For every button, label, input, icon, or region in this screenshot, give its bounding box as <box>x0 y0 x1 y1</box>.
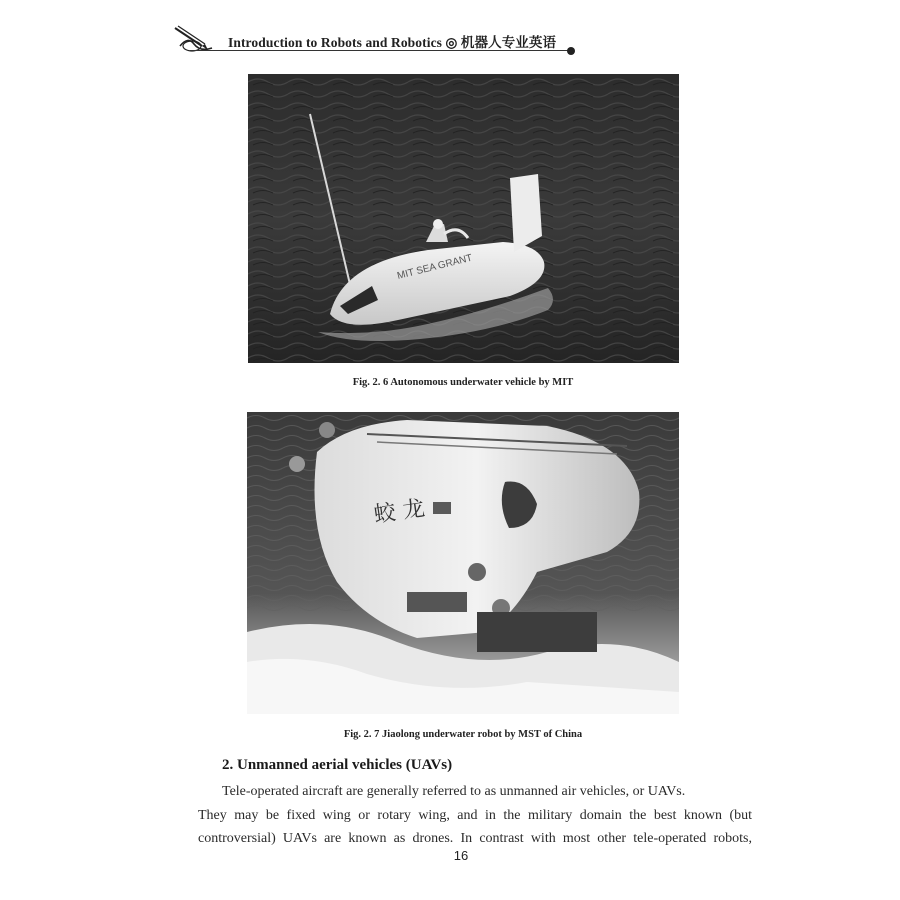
paragraph-line: They may be fixed wing or rotary wing, and in the military domain the best known (but <box>198 808 752 823</box>
header-rule <box>190 50 570 51</box>
auv-hull-label: MIT SEA GRANT <box>396 252 474 282</box>
paragraph-line: controversial) UAVs are known as drones. In contrast with most other tele-operated robots, <box>198 831 752 846</box>
header-rule-dot <box>567 47 575 55</box>
section-heading: 2. Unmanned aerial vehicles (UAVs) <box>222 757 453 773</box>
figure-2-6-caption: Fig. 2. 6 Autonomous underwater vehicle by MIT <box>352 377 574 388</box>
figure-2-7-caption: Fig. 2. 7 Jiaolong underwater robot by MST of China <box>343 729 583 740</box>
figure-2-6-photo <box>248 74 679 363</box>
page-number: 16 <box>453 848 469 863</box>
running-header-title: Introduction to Robots and Robotics ◎ 机器人专业英语 <box>228 35 557 50</box>
figure-2-7-photo <box>247 412 679 714</box>
jiaolong-hull-label: 蛟 龙 <box>372 496 427 528</box>
paragraph-line: Tele-operated aircraft are generally referred to as unmanned air vehicles, or UAVs. <box>222 784 686 799</box>
